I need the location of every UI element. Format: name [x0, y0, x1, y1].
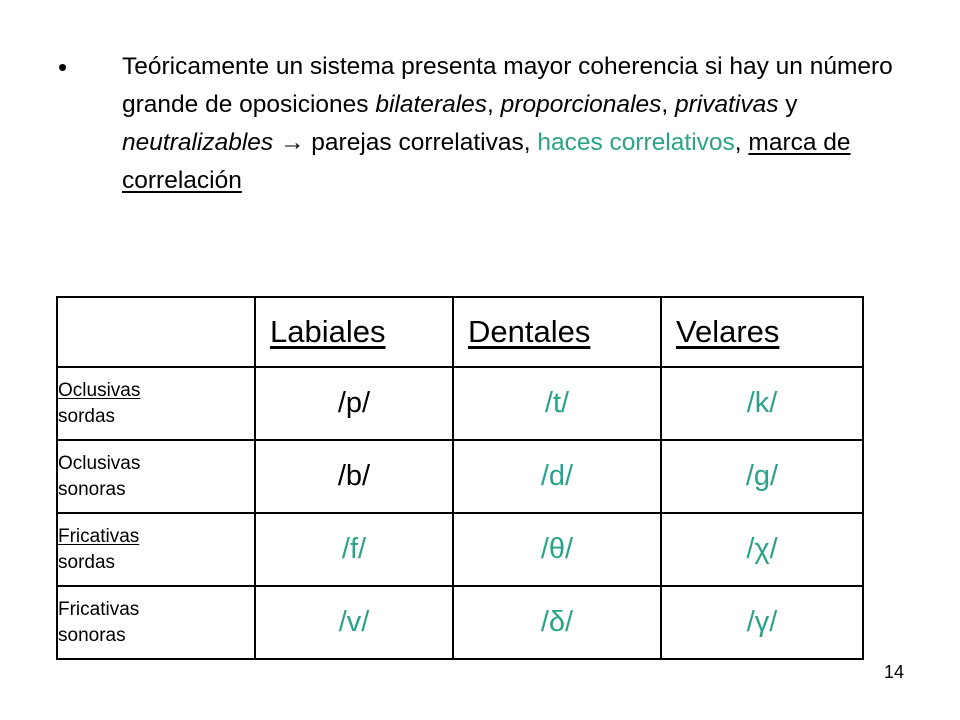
row-label-line1: Fricativas: [58, 598, 140, 620]
table-row: [57, 513, 863, 586]
header-label: Labiales: [270, 314, 386, 349]
table-row: [57, 367, 863, 440]
phoneme-cell: /θ/: [453, 513, 661, 586]
table-header-row: [57, 297, 863, 367]
bullet-intro: Teóricamente un sistema presenta mayor coherencia si hay un número grande de oposiciones: [122, 53, 893, 118]
term-neutralizables: neutralizables: [122, 129, 274, 156]
phoneme-cell: /k/: [661, 367, 863, 440]
separator: ,: [487, 91, 501, 118]
marca-de-correlacion: marca de correlación: [122, 129, 851, 194]
row-label: [57, 513, 255, 586]
separator: y: [778, 91, 798, 118]
header-label: Dentales: [468, 314, 591, 349]
header-label: Velares: [676, 314, 780, 349]
row-label: [57, 586, 255, 659]
phoneme-cell: /g/: [661, 440, 863, 513]
phoneme-cell: /χ/: [661, 513, 863, 586]
row-label-line1: Oclusivas: [58, 452, 141, 474]
phoneme-cell: /v/: [255, 586, 453, 659]
row-label-line2: sonoras: [58, 478, 126, 500]
separator: ,: [734, 129, 749, 156]
page-number: 14: [884, 662, 905, 682]
term-bilaterales: bilaterales: [375, 91, 488, 118]
bullet-text: [122, 48, 912, 200]
phoneme-cell: /γ/: [661, 586, 863, 659]
arrow-text: → parejas correlativas,: [273, 129, 538, 156]
row-label-line1: Fricativas: [58, 525, 140, 547]
header-labiales: [255, 297, 453, 367]
phoneme-cell: /δ/: [453, 586, 661, 659]
row-label: [57, 367, 255, 440]
row-label-line1: Oclusivas: [58, 379, 141, 401]
term-privativas: privativas: [675, 91, 779, 118]
header-dentales: [453, 297, 661, 367]
row-label-line2: sordas: [58, 551, 116, 573]
phoneme-cell: /t/: [453, 367, 661, 440]
haces-correlativos: haces correlativos: [537, 129, 735, 156]
row-label-line2: sordas: [58, 405, 116, 427]
term-proporcionales: proporcionales: [500, 91, 662, 118]
phoneme-table: [56, 296, 864, 660]
row-label: [57, 440, 255, 513]
header-empty-cell: [57, 297, 255, 367]
phoneme-cell: /p/: [255, 367, 453, 440]
bullet-symbol: •: [58, 52, 68, 82]
separator: ,: [661, 91, 676, 118]
phoneme-cell: /f/: [255, 513, 453, 586]
row-label-line2: sonoras: [58, 624, 126, 646]
phoneme-cell: /d/: [453, 440, 661, 513]
table-row: [57, 586, 863, 659]
header-velares: [661, 297, 863, 367]
table-row: [57, 440, 863, 513]
phoneme-cell: /b/: [255, 440, 453, 513]
bullet-point: [58, 48, 938, 200]
